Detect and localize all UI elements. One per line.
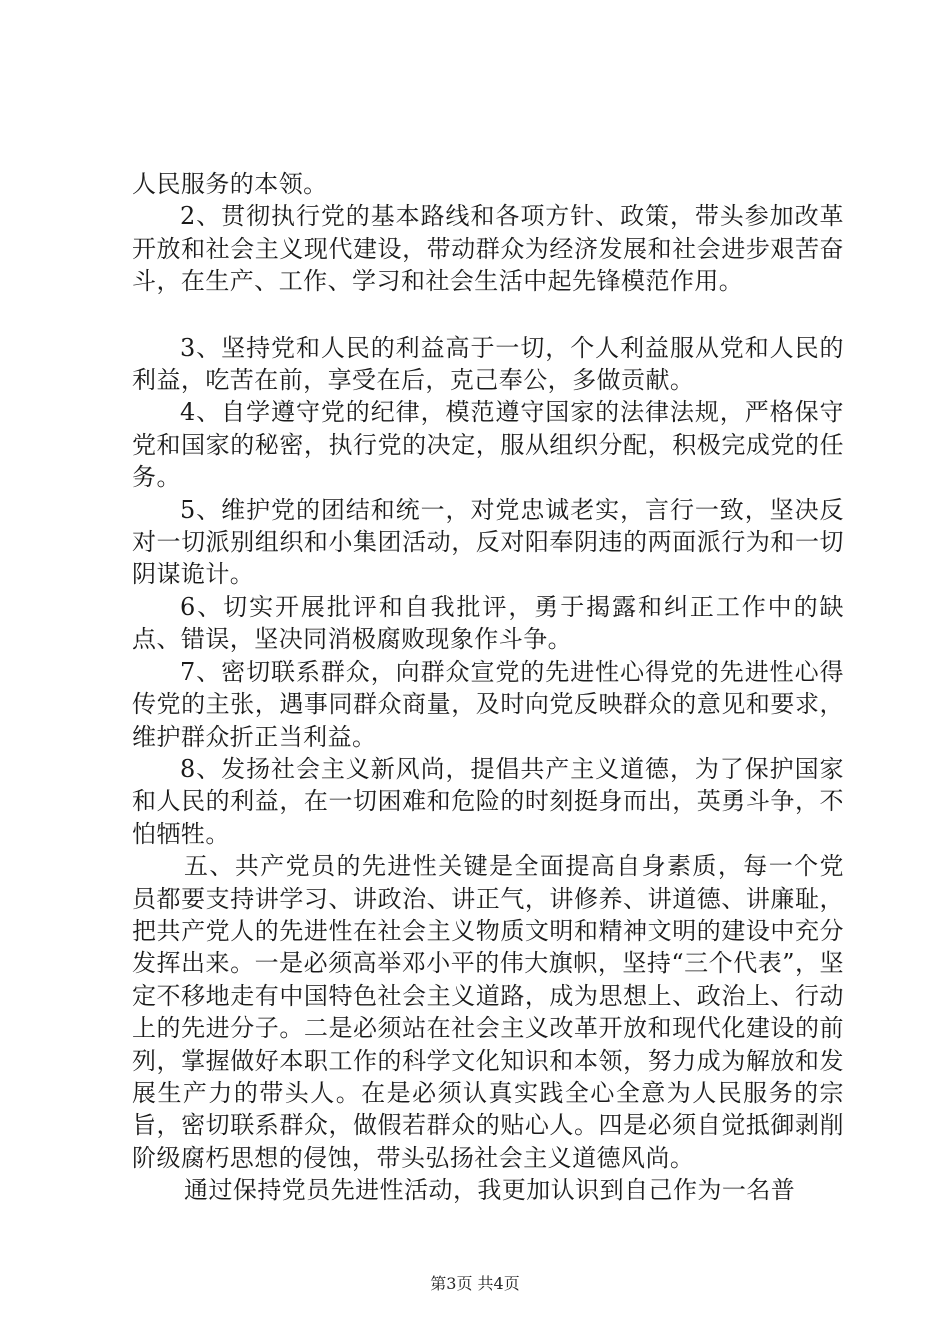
paragraph-item-8: 8、发扬社会主义新风尚，提倡共产主义道德，为了保护国家和人民的利益，在一切困难和危险的时刻挺身而出，英勇斗争，不怕牺牲。	[132, 754, 844, 848]
paragraph-item-7: 7、密切联系群众，向群众宣党的先进性心得党的先进性心得传党的主张，遇事同群众商量，及时向党反映群众的意见和要求，维护群众折正当利益。	[132, 657, 844, 751]
page-footer: 第3页 共4页	[430, 1274, 520, 1293]
paragraph-section-5: 五、共产党员的先进性关键是全面提高自身素质，每一个党员都要支持讲学习、讲政治、讲正气，讲修养、讲道德、讲廉耻，把共产党人的先进性在社会主义物质文明和精神文明的建设中充分发挥出来。一是必须高举邓小平的伟大旗帜，坚持“三个代表”，坚定不移地走有中国特色社会主义道路，成为思想上、政治上、行动上的先进分子。二是必须站在社会主义改革开放和现代化建设的前列，掌握做好本职工作的科学文化知识和本领，努力成为解放和发展生产力的带头人。在是必须认真实践全心全意为人民服务的宗旨，密切联系群众，做假若群众的贴心人。四是必须自觉抵御剥削阶级腐朽思想的侵蚀，带头弘扬社会主义道德风尚。	[132, 852, 844, 1172]
paragraph-conclusion: 通过保持党员先进性活动，我更加认识到自己作为一名普	[184, 1176, 796, 1205]
paragraph-continuation: 人民服务的本领。	[132, 170, 328, 198]
paragraph-item-3: 3、坚持党和人民的利益高于一切，个人利益服从党和人民的利益，吃苦在前，享受在后，克己奉公，多做贡献。	[132, 333, 844, 395]
paragraph-item-4: 4、自学遵守党的纪律，模范遵守国家的法律法规，严格保守党和国家的秘密，执行党的决定，服从组织分配，积极完成党的任务。	[132, 398, 844, 492]
body-text	[132, 168, 844, 1207]
paragraph-item-5: 5、维护党的团结和统一，对党忠诚老实，言行一致，坚决反对一切派别组织和小集团活动，反对阳奉阴违的两面派行为和一切阴谋诡计。	[132, 495, 844, 589]
paragraph-item-6: 6、切实开展批评和自我批评，勇于揭露和纠正工作中的缺点、错误，坚决同消极腐败现象作斗争。	[132, 592, 844, 654]
paragraph-item-2: 2、贯彻执行党的基本路线和各项方针、政策，带头参加改革开放和社会主义现代建设，带动群众为经济发展和社会进步艰苦奋斗，在生产、工作、学习和社会生活中起先锋模范作用。	[132, 202, 844, 296]
